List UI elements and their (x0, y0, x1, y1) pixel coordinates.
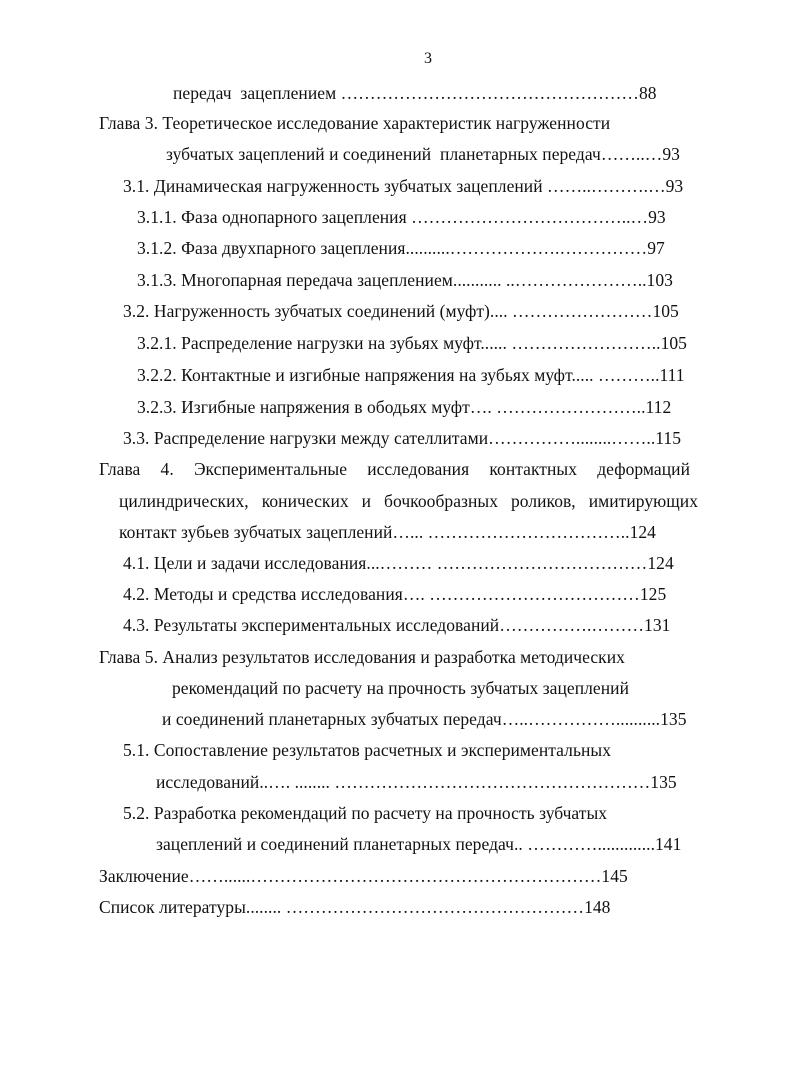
page-number: 3 (424, 50, 432, 67)
toc-line: Заключение……......……………………………………………………145 (99, 866, 628, 886)
toc-line: 4.1. Цели и задачи исследования...……… ………………………………124 (123, 553, 674, 573)
toc-line: 3.1.3. Многопарная передача зацеплением........... ..…………………..103 (137, 270, 673, 290)
toc-line: Список литературы........ ……………………………………………148 (99, 897, 611, 917)
toc-line: 3.2.2. Контактные и изгибные напряжения на зубьях муфт..... ………..111 (137, 365, 685, 385)
toc-line: контакт зубьев зубчатых зацеплений…... ……………………………..124 (119, 522, 656, 542)
toc-line: 4.3. Результаты экспериментальных исследований…………….………131 (123, 615, 671, 635)
toc-line: 5.1. Сопоставление результатов расчетных и экспериментальных (123, 740, 611, 760)
toc-line: 3.1.2. Фаза двухпарного зацепления..........……………….……………97 (137, 238, 665, 258)
toc-chapter-heading: Глава 4. Экспериментальные исследования контактных деформаций (99, 459, 690, 479)
toc-chapter-heading: Глава 5. Анализ результатов исследования и разработка методических (99, 647, 625, 667)
toc-line: 5.2. Разработка рекомендаций по расчету на прочность зубчатых (123, 803, 608, 823)
toc-line: 3.2.1. Распределение нагрузки на зубьях муфт...... ……………………..105 (137, 333, 687, 353)
toc-line: зубчатых зацеплений и соединений планетарных передач……..…93 (166, 144, 680, 164)
toc-line: рекомендаций по расчету на прочность зубчатых зацеплений (172, 678, 629, 698)
toc-chapter-heading: Глава 3. Теоретическое исследование характеристик нагруженности (99, 113, 611, 133)
toc-line: 3.2. Нагруженность зубчатых соединений (муфт).... ……………………105 (123, 301, 679, 321)
toc-line: 3.1.1. Фаза однопарного зацепления ………………………………..…93 (137, 207, 666, 227)
toc-line: 3.3. Распределение нагрузки между сателлитами……………........……..115 (123, 428, 681, 448)
toc-line: зацеплений и соединений планетарных передач.. ………….............141 (156, 834, 682, 854)
toc-line: исследований..…. ........ ………………………………………………135 (156, 772, 677, 792)
toc-line: 3.1. Динамическая нагруженность зубчатых зацеплений ……..……….…93 (123, 176, 684, 196)
toc-line: передач зацеплением ……………………………………………88 (173, 83, 657, 103)
toc-line: и соединений планетарных зубчатых передач…..……………..........135 (162, 709, 687, 729)
toc-line: 4.2. Методы и средства исследования…. ………………………………125 (123, 584, 667, 604)
toc-line: 3.2.3. Изгибные напряжения в ободьях муфт…. ……………………..112 (137, 397, 672, 417)
toc-line: цилиндрических, конических и бочкообразных роликов, имитирующих (119, 491, 698, 511)
